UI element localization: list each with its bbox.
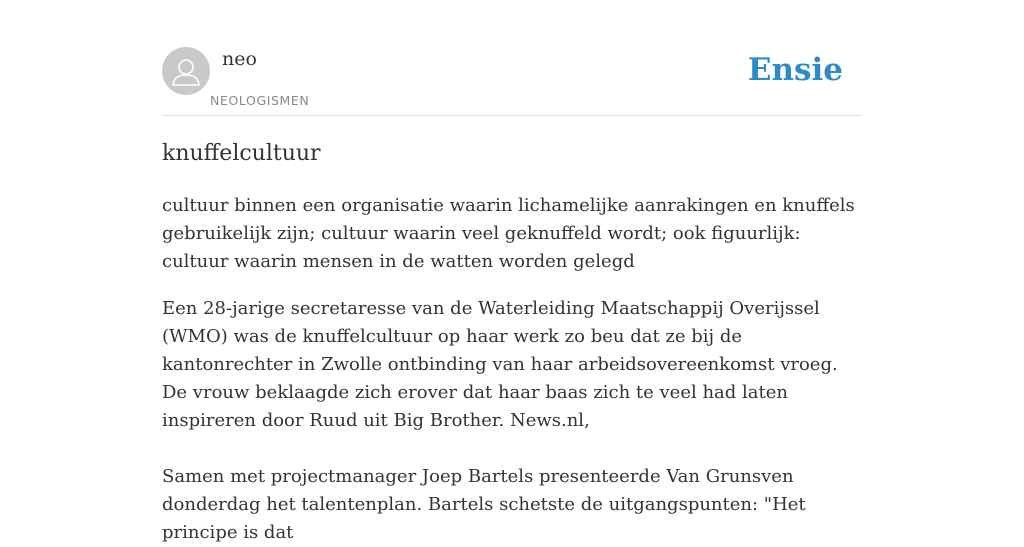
author-name[interactable]: neo — [222, 48, 257, 70]
user-icon — [162, 47, 210, 95]
entry-title: knuffelcultuur — [162, 141, 321, 166]
avatar[interactable] — [162, 47, 210, 95]
entry-examples — [162, 295, 862, 547]
example-text: Een 28-jarige secretaresse van de Waterleiding Maatschappij Overijssel (WMO) was de knuffelcultuur op haar werk zo beu dat ze bij de kantonrechter in Zwolle ontbinding van haar arbeidsovereenkomst vroeg. De vrouw beklaagde zich erover dat haar baas zich te veel had laten inspireren door Ruud uit Big Brother. News.nl, — [162, 298, 838, 431]
brand-logo[interactable]: Ensie — [747, 52, 843, 88]
entry-definition: cultuur binnen een organisatie waarin lichamelijke aanrakingen en knuffels gebruikelijk zijn; cultuur waarin veel geknuffeld wordt; ook figuurlijk: cultuur waarin mensen in de watten worden gelegd — [162, 195, 855, 272]
example-text: Samen met projectmanager Joep Bartels presenteerde Van Grunsven donderdag het talentenplan. Bartels schetste de uitgangspunten: "Het principe is dat — [162, 466, 806, 543]
entry-header — [162, 47, 862, 116]
category-label[interactable]: NEOLOGISMEN — [210, 93, 310, 108]
